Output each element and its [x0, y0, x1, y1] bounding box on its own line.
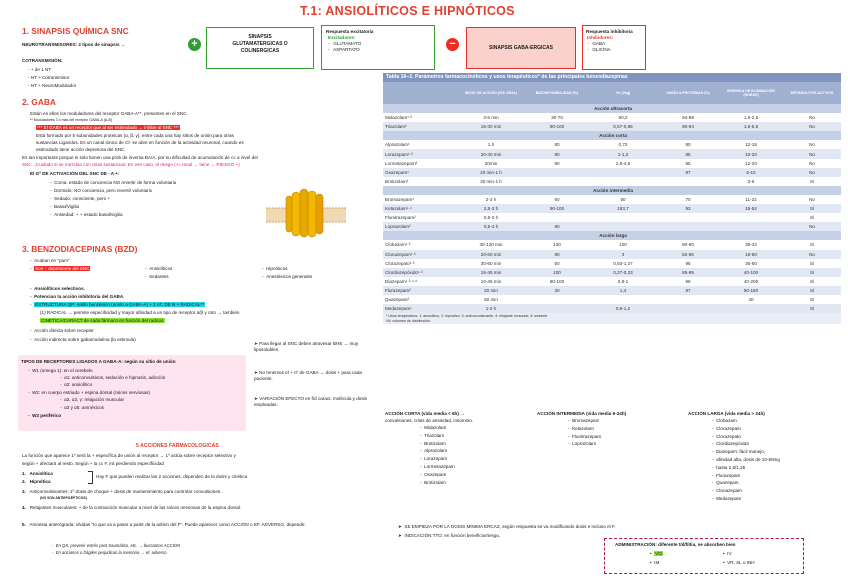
table-cell: 36-42	[745, 242, 757, 248]
excitatory-sub: Excitadores:	[328, 35, 356, 41]
list-item: - Alprazolam	[420, 448, 448, 454]
level-ansiedad: - Ansiedad: + + estado basal/vigilia	[50, 212, 123, 217]
table-cell	[719, 222, 783, 231]
bzd-son: - Son ↑ depresores del SNC	[30, 266, 90, 271]
table-cell	[525, 177, 589, 186]
drug-name-cell: Brotizolam²	[385, 178, 409, 184]
drug-name-cell: Alprazolam¹	[385, 142, 410, 148]
note-3: ➤ VARIACIÓN EFECTO en f/d caract. molécula y dosis empleadas.	[254, 396, 367, 407]
synapse-glu-line1: SINAPSIS	[248, 34, 272, 40]
section-3-heading: 3. BENZODIACEPINAS (BZD)	[22, 244, 138, 254]
table-cell: 6-10	[719, 168, 783, 177]
table-cell: Sí	[809, 278, 815, 284]
list-item: - Ketazolam	[568, 425, 594, 431]
table-row	[383, 195, 841, 204]
list-item: - Diazepam: fácil manejo,	[712, 449, 766, 455]
table-cell: 193,7	[589, 204, 657, 213]
cotrans-item-2: - NT + Cotransmisor	[28, 75, 70, 80]
table-cell: No	[809, 196, 815, 202]
bottom-line-1: ➤ SE EMPIEZA POR LA DOSIS MÍNIMA ERCAZ, según respuesta se va modificando dosis e incluso el F.	[398, 524, 616, 529]
table-section-label: Acción corta	[383, 131, 841, 140]
table-cell: 3-5 min	[483, 115, 499, 121]
excitatory-item-2: - ASPARTATO	[328, 47, 360, 53]
table-cell: 3	[589, 250, 657, 259]
table-cell: 40-200	[743, 278, 759, 284]
table-cell: Sí	[783, 204, 841, 213]
table-cell: 0,8-1	[617, 278, 629, 284]
inhibitory-box	[582, 25, 646, 70]
list-item: - Clorazepato	[712, 433, 741, 439]
bzd-line-4: (1) RADICAL → permite especificidad y mayor afinidad a un tipo de receptor α/β y otro → también	[40, 310, 240, 315]
table-cell: Sí	[783, 286, 841, 295]
list-item: - Clobazam	[712, 418, 737, 423]
table-cell: 80-94	[657, 122, 719, 131]
table-cell: 36-60	[745, 260, 757, 266]
table-cell	[589, 295, 657, 304]
level-coma: - Coma: estado de conciencia NO revertir de forma voluntaria	[50, 180, 177, 185]
gaba-line-6: estimulado tiene acción depresora del SNC.	[36, 147, 126, 152]
drug-name-cell: Ketazolam¹·⁴	[383, 204, 457, 213]
table-cell: No	[783, 222, 841, 231]
inhibitory-title: Respuesta inhibitoria	[586, 29, 633, 34]
table-row	[383, 213, 841, 222]
table-cell: 2-3 h	[485, 196, 497, 202]
drug-name-cell: Oxazepam¹	[383, 168, 457, 177]
gaba-line-4: Está formado por 5 subunidades proteicas (α, β, γ), entre cada una hay sitios de unión para otras	[36, 133, 234, 138]
table-cell: 30	[525, 286, 589, 295]
list-item: - Flurazepam	[712, 472, 741, 478]
table-cell: 1 h	[487, 142, 495, 148]
bzd-line-7: - Acción indirecta sobre gabamodulina (la estimula)	[30, 337, 136, 342]
table-cell: 0,5-2 h	[483, 215, 499, 221]
table-cell: 90-100	[525, 122, 589, 131]
admin-im: • IM	[650, 560, 660, 565]
receptor-w2: - W2: en cuerpo estriado + espina dorsal (raíces nerviosas)	[28, 390, 150, 396]
excitatory-item-1: - GLUTAMATO	[328, 41, 362, 47]
table-header-cell: INICIO DE ACCIÓN (VÍA ORAL)	[457, 82, 525, 104]
table-cell: 85	[657, 149, 719, 158]
accion-corta-sub: convulsiones, crisis de ansiedad, insomnio.	[385, 418, 474, 423]
table-cell: No	[783, 149, 841, 158]
gaba-line-2: ** Moduladores 3 ó más del receptor GABA-A (A-B)	[30, 118, 113, 122]
brace-note: Hay F que pueden realizar las 2 acciones, dependen de la dosis y cinética	[96, 474, 248, 479]
list-item: - Loprazolam	[568, 441, 597, 447]
table-section-label: Acción larga	[383, 231, 841, 240]
list-item: - hasta 2,5/1,25	[712, 464, 746, 470]
list-item: - Triazolam	[420, 432, 445, 438]
table-cell	[525, 304, 589, 313]
table-cell	[525, 295, 589, 304]
table-cell: No	[783, 122, 841, 131]
table-cell: 50	[554, 260, 560, 266]
table-body	[383, 104, 841, 313]
table-cell: 98	[685, 260, 691, 266]
drug-name-cell: Quazepam²	[385, 297, 410, 303]
table-cell	[589, 222, 657, 231]
table-cell: 15-45 min	[457, 268, 525, 277]
list-item: - Medazepam	[712, 496, 742, 501]
neurotransmisores-line: NEUROTRANSMISORES: 2 tipos de sinapsis →	[22, 42, 126, 47]
table-cell: 1,5-2,5	[743, 115, 759, 121]
table-cell: 1,5-5,5	[719, 122, 783, 131]
drug-name-cell: Clonazepam¹·³	[383, 250, 457, 259]
level-dormido: - Dormido: NO conciencia, pero revertir voluntario	[50, 188, 153, 193]
accion-5: 5. Amnesia anterógrada: olvidas "lo que va a pasar a partir de la admin del F". Puede aparecer como ACCIÓN o EF. ADVERSO, depende:	[22, 522, 306, 527]
gaba-line-9: El Gº DE ACTIVACIÓN DEL SNC DE - A +:	[30, 171, 120, 176]
accion-2: 2. Hipnótica	[22, 479, 51, 484]
table-cell: 97	[657, 286, 719, 295]
table-cell: No	[783, 168, 841, 177]
admin-vo-text: VO	[655, 551, 662, 556]
receptor-w1b: - α2: ansiolítico	[60, 382, 93, 388]
admin-title: ADMINISTRACIÓN: diferente t/d/f/dia, se absorben bien	[615, 542, 736, 547]
table-row	[383, 295, 841, 304]
table-row	[383, 113, 841, 122]
table-section-row	[383, 186, 841, 195]
accion-intermedia-title: ACCIÓN INTERMEDIA (vida media 6-24h)	[537, 411, 627, 416]
table-cell: 0,93-1,27	[613, 260, 633, 266]
table-section-label: Acción ultracorta	[383, 104, 841, 113]
drug-name-cell: Clordiazepóxido¹·³	[383, 268, 457, 277]
table-cell: Sí	[809, 178, 815, 184]
table-cell	[525, 168, 589, 177]
excitatory-title: Respuesta excitatoria	[326, 29, 374, 34]
table-cell: 40-100	[719, 268, 783, 277]
table-cell: 50	[620, 196, 626, 202]
bzd-line-5-text: CINÉTICA/CARACT de cada fármaco en función del radical.	[41, 318, 164, 323]
cotransmision-label: COTRANSMISIÓN:	[22, 58, 63, 63]
table-cell: 0,27-0,33	[589, 268, 657, 277]
table-cell	[657, 304, 719, 313]
bzd-line-3-text: ESTRUCTURA QP: Anillo benzénico (unión a GABA-A) + 2 AT. DE N + RADICAL**	[35, 302, 205, 307]
drug-name-cell: Flunitrazepam²	[385, 215, 416, 221]
table-cell: 30 min-1 h	[480, 178, 502, 184]
table-cell	[589, 168, 657, 177]
drug-name-cell: Lormetazepam²	[385, 160, 418, 166]
table-cell: 0,9-1,2	[589, 304, 657, 313]
bzd-line-1: - Ansiolíticos selectivos.	[30, 286, 85, 291]
table-row	[383, 159, 841, 168]
table-cell: 40	[748, 297, 754, 303]
bzd-son-text: Son ↑ depresores del SNC	[35, 266, 90, 271]
table-cell	[657, 213, 719, 222]
table-cell: 0,57-0,86	[589, 122, 657, 131]
table-cell: 30-70	[551, 115, 563, 121]
table-cell: 20 min	[457, 286, 525, 295]
table-cell: 11-22	[745, 196, 757, 202]
table-cell: 2,5-3 h	[457, 204, 525, 213]
section-2-heading: 2. GABA	[22, 97, 56, 107]
bzd-table	[383, 73, 841, 324]
admin-vr: • VR, SL o INH	[723, 560, 755, 565]
inhibitory-item-2: - GLICINA	[587, 47, 611, 53]
table-caption: Tabla 16–2. Parámetros farmacocinéticos y usos terapéuticos* de las principales benzodiazepinas	[383, 73, 841, 82]
table-cell: 10-20	[719, 149, 783, 158]
table-cell: 10-45 min	[480, 278, 502, 284]
table-cell: 1,4	[589, 286, 657, 295]
drug-name-cell: Flurazepam²	[383, 286, 457, 295]
table-cell: 100	[525, 268, 589, 277]
table-cell	[657, 295, 719, 304]
table-cell: 90	[525, 250, 589, 259]
table-cell	[525, 213, 589, 222]
accion-5a: - En QX, prevenir estrés post-traumático, etc. → buscamos ACCIÓN	[52, 543, 181, 548]
bzd-line-3: - ESTRUCTURA QP: Anillo benzénico (unión a GABA-A) + 2 AT. DE N + RADICAL**	[30, 302, 205, 307]
gaba-line-1: Están en ellos los moduladores del receptor GABA-A**, presentes en el SNC.	[30, 111, 188, 116]
table-row	[383, 122, 841, 131]
table-cell: 80	[554, 160, 560, 166]
bzd-line-2: - Potencian la acción inhibitoria del GABA.	[30, 294, 125, 299]
acciones-intro-2: según + afectará al resto. Según + la cc F, irá perdiendo especificidad	[22, 461, 164, 466]
drug-name-cell: Loprazolam²	[383, 222, 457, 231]
anticonv-note: (NO SON ANTIEPILÉPTICOS)	[40, 496, 87, 500]
admin-box	[604, 538, 804, 574]
list-item: - Oxazepam	[420, 471, 447, 477]
bzd-col2-a: - Hipnóticos	[262, 266, 288, 271]
acciones-intro-1: La función que aparece 1º será la + específica de unión al receptor → 1º actúa sobre receptor selectivo y	[22, 453, 236, 458]
table-cell: 1-2 h	[457, 304, 525, 313]
table-cell	[589, 213, 657, 222]
table-cell: 70	[685, 196, 691, 202]
table-header-row	[383, 82, 841, 104]
bzd-col1-b: - Sedantes	[145, 274, 169, 279]
drug-name-cell: Lorazepam¹·³	[383, 149, 457, 158]
table-cell: 97	[657, 168, 719, 177]
table-cell	[719, 304, 783, 313]
accion-5b: - En ancianos o frágiles perjudican la memoria → ef. adverso	[52, 550, 167, 555]
table-cell: 30-120 min	[479, 242, 503, 248]
drug-name-cell: Diazepam¹·³·⁴·⁵	[385, 278, 418, 284]
table-cell	[589, 177, 657, 186]
table-section-row	[383, 104, 841, 113]
table-cell: 90-100	[525, 204, 589, 213]
table-cell: Sí	[809, 242, 815, 248]
list-item: - Flunitrazepam	[568, 433, 602, 439]
table-cell: No	[809, 142, 815, 148]
table-cell: 80	[554, 142, 560, 148]
synapse-gaba-label: SINAPSIS GABA-ÉRGICAS	[489, 45, 553, 51]
table-cell: 30-60 min	[480, 260, 502, 266]
table-cell	[719, 213, 783, 222]
table-row	[383, 168, 841, 177]
table-header-cell: UNIÓN A PROTEÍNAS (%)	[657, 82, 719, 104]
table-cell: 80	[685, 142, 691, 148]
list-item: - Clorazepam	[712, 425, 741, 431]
excitatory-box	[321, 25, 435, 70]
bzd-col2-b: - Anestésicos generales	[262, 274, 313, 279]
drug-name-cell: Medazepam¹	[383, 304, 457, 313]
receptor-w2b: - α3 y α5: amnésicos	[60, 404, 104, 410]
level-sedado: - Sedado: consciente, pero +	[50, 196, 111, 201]
brace-bracket	[88, 471, 93, 484]
inhibitory-sub: Inhibidores:	[587, 35, 614, 41]
gaba-line-3	[36, 125, 381, 131]
gaba-receptor-illustration	[266, 186, 346, 242]
list-item: - Bromazepam	[568, 418, 600, 423]
list-item: - afinidad alta, dosis de 10-50mg	[712, 457, 780, 462]
table-cell: No	[809, 115, 815, 121]
receptor-w3: - W3 periférico	[28, 412, 62, 418]
list-item: - Brotizolam	[420, 440, 446, 446]
gaba-line-7: Es tan importante porque si solo tienen una prob de inversa BA/A, por su dificultad de acumulación de cc a nivel del	[22, 155, 258, 160]
table-header-cell: Vd (l/kg)	[589, 82, 657, 104]
table-cell: 12-15	[745, 142, 757, 148]
minus-icon: −	[446, 38, 459, 51]
table-cell: 50-160	[719, 286, 783, 295]
table-cell: No	[809, 160, 815, 166]
page-title: T.1: ANSIOLÍTICOS E HIPNÓTICOS	[300, 4, 515, 18]
table-cell: Sí	[783, 304, 841, 313]
synapse-glu-line3: COLINÉRGICAS	[240, 48, 280, 54]
table-cell: 94-98	[682, 115, 694, 121]
table-cell: 0,72	[618, 142, 628, 148]
table-cell: Sí	[809, 297, 815, 303]
list-item: - Brotizolam	[420, 479, 446, 485]
table-row	[383, 259, 841, 268]
table-cell: 98	[685, 278, 691, 284]
table-section-row	[383, 231, 841, 240]
table-row	[383, 204, 841, 213]
receptor-w1: - W1 (omega 1): en el cerebelo	[28, 368, 93, 374]
accion-1: 1. Ansiolítica	[22, 471, 53, 476]
table-grid	[383, 82, 841, 313]
table-cell: 20-60 min	[457, 250, 525, 259]
table-cell	[657, 177, 719, 186]
table-cell: 82-86	[657, 250, 719, 259]
drug-name-cell: Bromazepam¹	[385, 196, 414, 202]
drug-name-cell: Midazolam¹·³	[385, 115, 412, 121]
list-item: - Quazepam	[712, 480, 739, 486]
table-cell: 18-50	[719, 250, 783, 259]
section-1-heading: 1. SINAPSIS QUÍMICA SNC	[22, 26, 129, 36]
table-footnote	[383, 313, 841, 324]
admin-iv: • IV	[723, 551, 732, 556]
table-footnote-2: Vd: volumen de distribución.	[386, 318, 432, 323]
table-row	[383, 140, 841, 149]
table-row	[383, 250, 841, 259]
table-cell: 85	[685, 160, 691, 166]
level-basal: - Basal/Vigilia	[50, 204, 80, 209]
bottom-line-2: ➤ INDICACIÓN TTO: en función beneficio/riesgo.	[398, 533, 501, 538]
table-header-cell	[383, 82, 457, 104]
table-cell: Sí	[783, 268, 841, 277]
accion-4: 4. Relajantes musculares: + de la contracción muscular a nivel de las raíces nerviosas de la espina dorsal.	[22, 505, 242, 510]
table-cell	[657, 222, 719, 231]
table-cell: 80-90	[682, 242, 694, 248]
receptor-types-title: TIPOS DE RECEPTORES LIGADOS A GABA-A: según su sitio de unión	[21, 359, 176, 364]
table-section-label: Acción intermedia	[383, 186, 841, 195]
note-1: ➤ Para llegar al SNC deben atravesar BHE → muy liposolubles.	[254, 341, 359, 352]
plus-icon: +	[188, 38, 201, 51]
table-cell: 100	[619, 242, 627, 248]
cotrans-item-3: - NT + NeuroModulador	[28, 83, 77, 88]
synapse-glu-box	[206, 27, 314, 69]
table-header-cell: BIODISPONIBILIDAD (%)	[525, 82, 589, 104]
table-row	[383, 304, 841, 313]
acciones-title: 5 ACCIONES FARMACOLÓGICAS	[136, 443, 219, 449]
bzd-line-5	[40, 318, 375, 324]
table-cell: 15-52	[719, 204, 783, 213]
accion-corta-title: ACCIÓN CORTA (vida media < 6h) →	[385, 411, 465, 416]
synapse-glu-line2: GLUTAMATÉRGICAS O	[232, 41, 288, 47]
table-row	[383, 286, 841, 295]
table-header-cell: SEMIVIDA DE ELIMINACIÓN (HORAS)	[719, 82, 783, 104]
table-row	[383, 268, 841, 277]
table-cell: 12-20	[745, 160, 757, 166]
table-row	[383, 177, 841, 186]
table-row	[383, 277, 841, 286]
bzd-line-6: - Acción directa sobre receptor	[30, 328, 94, 333]
synapse-gaba-box	[466, 27, 576, 69]
drug-name-cell: Triazolam²	[383, 122, 457, 131]
table-row	[383, 222, 841, 231]
accion-3: 3. Anticonvulsivantes: 1º dosis de choque + dosis de mantenimiento para controlar convulsiones.	[22, 489, 222, 494]
bzd-acaban: - Acaban en "pam"	[30, 258, 70, 263]
table-cell: 60 min	[484, 297, 498, 303]
table-footnote-1: * Usos terapéuticos: 1: ansiolítico, 2: hipnótico; 3: anticonvulsivante, 4: relajante muscular; 5: sedante.	[386, 314, 549, 319]
table-cell: 1-1,3	[589, 149, 657, 158]
list-item: - Lorazepam	[420, 456, 448, 462]
table-cell: 90	[525, 222, 589, 231]
bzd-col1-a: - Ansiolíticos	[145, 266, 173, 271]
list-item: - Clonazepam	[712, 488, 742, 494]
gaba-line-3-text: *** El GABA es un receptor que al ser estimulado → inhibe al SNC ***	[37, 125, 179, 130]
list-item: - Midazolam	[420, 425, 447, 430]
gaba-line-5: sustancias Ligandos. Es un canal iónico de Cl- se abre en función de la actividad neuronal, cuando es	[36, 140, 244, 145]
table-cell: 0,5-4 h	[457, 222, 525, 231]
table-cell: 100	[553, 242, 561, 248]
table-cell: No	[783, 250, 841, 259]
receptor-w1a: - α1: anticonvulsivos, sedación e hipnosis, adicción	[60, 375, 166, 381]
list-item: - Clordiazepóxido	[712, 441, 750, 447]
receptor-types-box	[18, 355, 246, 431]
table-cell: 90	[525, 149, 589, 158]
drug-name-cell: Clorazepato¹·³	[385, 260, 415, 266]
cotrans-item-1: - + de 1 NT	[28, 67, 52, 72]
receptor-w2a: - α2, α3, γ: relajación muscular	[60, 397, 125, 403]
table-cell: 80-100	[549, 278, 565, 284]
table-cell: Sí	[809, 215, 815, 221]
inhibitory-item-1: - GABA	[587, 41, 606, 47]
table-cell: 15-30 min	[457, 122, 525, 131]
gaba-line-8: SNC. ¡Cuidado si se mezclan con otras sustancias: En ese caso, el riesgo (+c.renal → tiene → RIESGO +)	[22, 162, 240, 167]
table-row	[383, 240, 841, 249]
table-cell: 20min	[484, 160, 498, 166]
table-cell: 85-95	[657, 268, 719, 277]
table-section-row	[383, 131, 841, 140]
note-2: ➤ No tenemos el + nº de GABA → dosis + para cada paciente.	[254, 370, 362, 381]
table-header-cell: METABOLITOS ACTIVOS	[783, 82, 841, 104]
table-cell: 2,8-4,6	[615, 160, 631, 166]
table-cell: Sí	[809, 260, 815, 266]
drug-name-cell: Clobazam¹·³	[385, 242, 411, 248]
table-row	[383, 149, 841, 158]
table-cell: 20-40 min	[457, 149, 525, 158]
admin-vo: • VO	[650, 551, 662, 556]
table-cell: 60	[554, 196, 560, 202]
table-cell: 50,2	[618, 115, 628, 121]
list-item: - Lormetazepam	[420, 464, 455, 469]
table-cell: 3-6	[747, 178, 755, 184]
table-cell: 93	[657, 204, 719, 213]
accion-larga-title: ACCIÓN LARGA (vida media > 24h)	[688, 411, 765, 416]
table-cell: 20 min-1 h	[457, 168, 525, 177]
